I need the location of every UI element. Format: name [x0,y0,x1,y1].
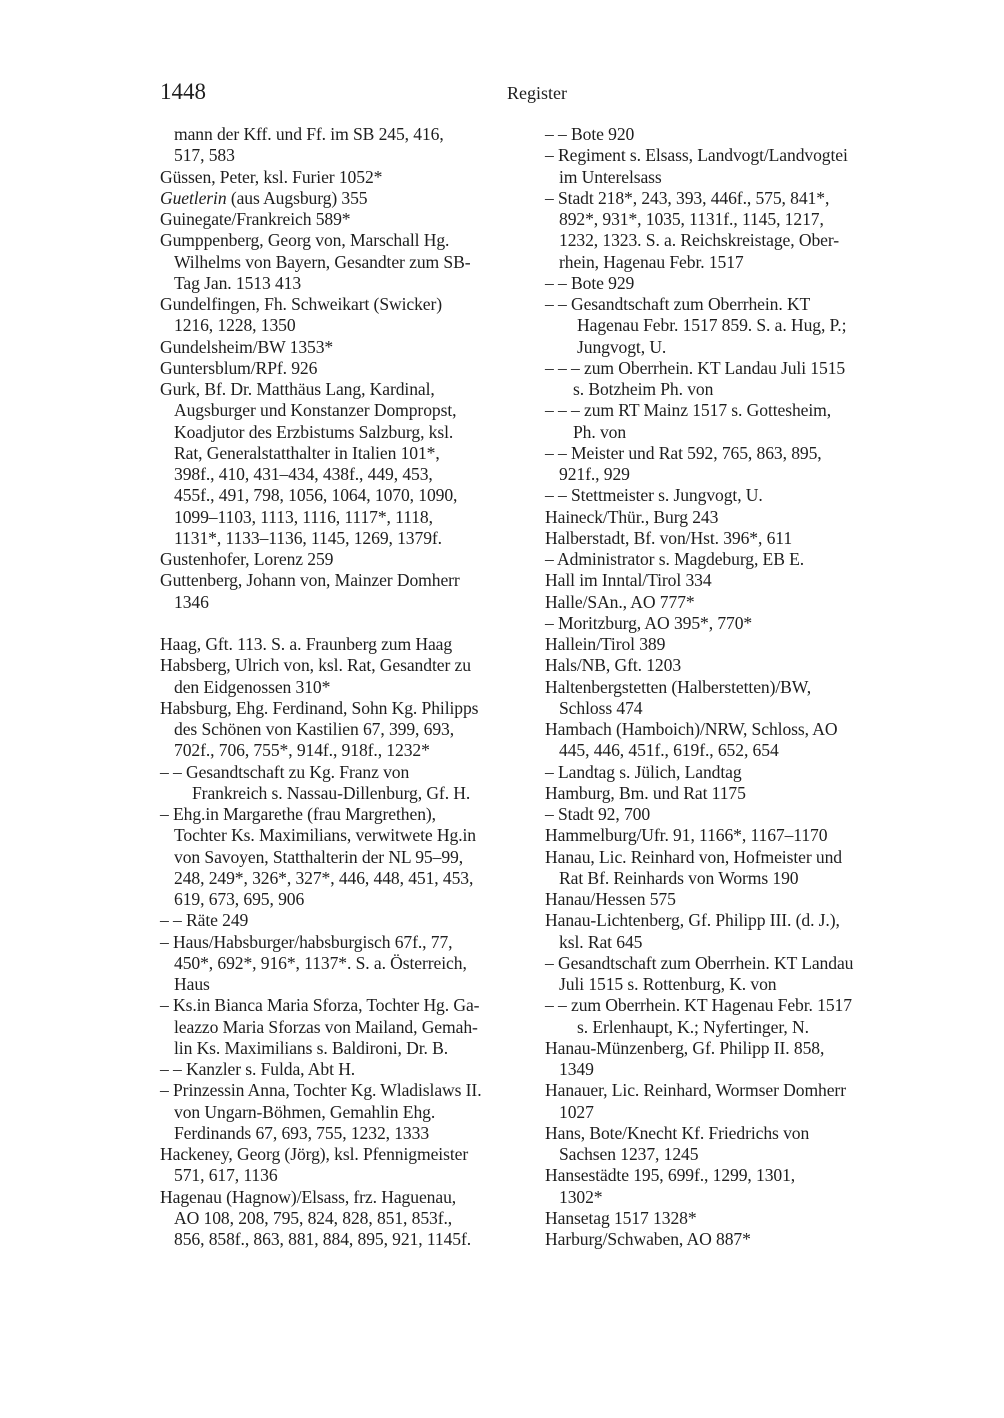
index-entry-line: Augsburger und Konstanzer Dompropst, [174,400,457,421]
index-entry-line: Frankreich s. Nassau-Dillenburg, Gf. H. [192,782,471,803]
index-entry-line: – – Räte 249 [160,910,249,931]
index-entry-line: Ferdinands 67, 693, 755, 1232, 1333 [174,1122,430,1143]
index-entry [545,762,925,783]
index-entry-line: leazzo Maria Sforzas von Mailand, Gemah- [174,1016,478,1037]
index-entry-line: Sachsen 1237, 1245 [559,1144,699,1164]
index-entry [545,507,925,528]
index-entry-line: im Unterelsass [559,166,662,187]
index-entry-line: Juli 1515 s. Rottenburg, K. von [559,974,777,994]
index-entry [160,634,540,655]
index-entry [545,592,925,613]
index-entry [160,549,540,570]
index-entry-line: – Moritzburg, AO 395*, 770* [545,612,753,633]
index-entry-line: – – – zum Oberrhein. KT Landau Juli 1515 [545,357,846,378]
index-entry [160,1059,540,1080]
index-entry-line: – – – zum RT Mainz 1517 s. Gottesheim, [545,400,832,421]
index-entry-line: Tag Jan. 1513 413 [174,272,302,293]
index-entry [160,995,540,1059]
index-entry-line: Gurk, Bf. Dr. Matthäus Lang, Kardinal, [160,379,435,399]
index-entry-line: von Savoyen, Statthalterin der NL 95–99, [174,846,464,867]
index-entry [160,804,540,910]
index-entry-line: Haltenbergstetten (Halberstetten)/BW, [545,676,811,697]
index-entry-line: Hanau/Hessen 575 [545,889,676,909]
index-entry-line: Wilhelms von Bayern, Gesandter zum SB- [174,251,471,272]
index-entry-line: – Ks.in Bianca Maria Sforza, Tochter Hg. Ga- [160,995,480,1016]
index-entry-line: Rat, Generalstatthalter in Italien 101*, [174,442,440,463]
index-entry-line: Guinegate/Frankreich 589* [160,209,351,229]
index-entry [545,783,925,804]
index-entry [545,655,925,676]
index-entry-line: Gundelfingen, Fh. Schweikart (Swicker) [160,294,443,314]
index-entry-line: Jungvogt, U. [577,336,667,357]
index-entry-line: Haus [174,974,210,994]
index-entry-line: – – Kanzler s. Fulda, Abt H. [160,1059,356,1079]
index-entry-line: 892*, 931*, 1035, 1131f., 1145, 1217, [559,209,824,229]
index-entry [545,188,925,273]
index-entry-line: – Landtag s. Jülich, Landtag [545,761,742,782]
index-entry-line: den Eidgenossen 310* [174,676,331,697]
index-entry-line: 517, 583 [174,145,235,166]
italic-term: Guetlerin [160,187,227,208]
index-entry [160,910,540,931]
index-entry-line: – Stadt 218*, 243, 393, 446f., 575, 841*, [545,187,830,208]
index-entry [545,485,925,506]
index-entry-line: 571, 617, 1136 [174,1165,278,1186]
index-entry-line: Hackeney, Georg (Jörg), ksl. Pfennigmeister [160,1144,469,1164]
index-entry [545,124,925,145]
index-entry-line: des Schönen von Kastilien 67, 399, 693, [174,719,455,739]
index-entry-line: Halle/SAn., AO 777* [545,591,695,612]
index-entry [545,634,925,655]
index-entry [545,570,925,591]
index-entry-line: Habsberg, Ulrich von, ksl. Rat, Gesandter zu [160,655,471,676]
index-entry-line: – Haus/Habsburger/habsburgisch 67f., 77, [160,931,453,952]
index-entry-line: – – Gesandtschaft zu Kg. Franz von [160,761,410,782]
index-entry-line: Gustenhofer, Lorenz 259 [160,549,334,569]
index-entry [160,124,540,167]
page-number: 1448 [160,79,206,104]
index-entry-line: 702f., 706, 755*, 914f., 918f., 1232* [174,740,430,761]
index-entry-line: 1346 [174,591,209,612]
index-entry-line: – – Stettmeister s. Jungvogt, U. [545,485,763,506]
index-entry [545,825,925,846]
index-entry-line: 1131*, 1133–1136, 1145, 1269, 1379f. [174,527,442,548]
index-entry-line: Gundelsheim/BW 1353* [160,336,334,357]
index-entry-line: – Prinzessin Anna, Tochter Kg. Wladislaws II. [160,1080,482,1101]
index-entry-line: Hanauer, Lic. Reinhard, Wormser Domherr [545,1080,846,1101]
index-entry-line: ksl. Rat 645 [559,931,643,952]
index-entry [160,379,540,549]
index-entry-line: Halberstadt, Bf. von/Hst. 396*, 611 [545,527,793,548]
index-entry-line: von Ungarn-Böhmen, Gemahlin Ehg. [174,1101,436,1122]
index-entry-line: Ph. von [573,421,627,442]
index-entry-line: 450*, 692*, 916*, 1137*. S. a. Österreich, [174,952,467,973]
index-entry-line: Hamburg, Bm. und Rat 1175 [545,782,746,803]
index-entry [545,677,925,720]
index-entry-line: – – Bote 929 [545,272,635,293]
index-entry-line: Hallein/Tirol 389 [545,634,666,654]
index-entry [545,889,925,910]
index-entry [160,209,540,230]
index-entry [545,910,925,953]
index-entry-line: Hagenau (Hagnow)/Elsass, frz. Haguenau, [160,1186,457,1207]
index-entry [160,1080,540,1144]
index-entry-line: – – zum Oberrhein. KT Hagenau Febr. 1517 [545,995,852,1016]
index-entry [545,400,925,443]
index-entry [160,655,540,698]
index-entry-line: Guetlerin (aus Augsburg) 355 [160,187,368,208]
index-entry-line: 1232, 1323. S. a. Reichskreistage, Ober- [559,230,840,251]
index-entry-line: Hanau-Münzenberg, Gf. Philipp II. 858, [545,1037,825,1058]
index-entry-line: Hambach (Hamboich)/NRW, Schloss, AO [545,719,838,739]
index-entry [545,443,925,486]
index-entry [160,1187,540,1251]
index-entry-line: Hansestädte 195, 699f., 1299, 1301, [545,1165,796,1186]
index-entry [160,932,540,996]
index-entry [160,294,540,337]
letter-section-gap [160,613,540,634]
index-entry-line: 1027 [559,1101,594,1122]
index-entry-line: Hansetag 1517 1328* [545,1207,697,1228]
index-entry-line: 1216, 1228, 1350 [174,315,296,336]
index-entry-line: – Regiment s. Elsass, Landvogt/Landvogtei [545,145,848,166]
index-entry-line: 398f., 410, 431–434, 438f., 449, 453, [174,464,433,484]
index-entry-line: Hanau, Lic. Reinhard von, Hofmeister und [545,846,842,867]
index-entry [545,145,925,188]
index-entry [545,1123,925,1166]
index-entry [160,698,540,762]
index-entry-line: s. Erlenhaupt, K.; Nyfertinger, N. [577,1016,809,1037]
index-entry-line: 455f., 491, 798, 1056, 1064, 1070, 1090, [174,485,458,506]
index-entry-line: rhein, Hagenau Febr. 1517 [559,251,744,272]
index-column-right [545,124,925,1250]
index-entry-line: Hals/NB, Gft. 1203 [545,655,682,676]
index-column-left [160,124,540,1250]
index-entry-line: Hall im Inntal/Tirol 334 [545,570,712,591]
index-entry-line: Gumppenberg, Georg von, Marschall Hg. [160,230,450,251]
index-entry-line: Hanau-Lichtenberg, Gf. Philipp III. (d. J.), [545,910,840,931]
index-entry-line: lin Ks. Maximilians s. Baldironi, Dr. B. [174,1037,449,1058]
index-entry-line: 445, 446, 451f., 619f., 652, 654 [559,740,779,761]
index-entry-line: 1349 [559,1059,594,1079]
index-entry-line: Habsburg, Ehg. Ferdinand, Sohn Kg. Philipps [160,697,479,718]
index-entry-line: Koadjutor des Erzbistums Salzburg, ksl. [174,421,454,442]
index-entry-line: Hans, Bote/Knecht Kf. Friedrichs von [545,1122,810,1143]
index-entry-line: Hammelburg/Ufr. 91, 1166*, 1167–1170 [545,825,828,846]
index-entry [545,528,925,549]
index-entry [160,570,540,613]
index-entry-line: s. Botzheim Ph. von [573,379,714,399]
index-entry-line: 248, 249*, 326*, 327*, 446, 448, 451, 453, [174,867,474,888]
index-entry [160,337,540,358]
index-entry-line: 921f., 929 [559,464,630,484]
index-entry-line: – – Meister und Rat 592, 765, 863, 895, [545,442,822,463]
index-entry [545,719,925,762]
index-entry-line: Guntersblum/RPf. 926 [160,357,318,378]
index-entry-line: – – Bote 920 [545,124,635,144]
index-entry-line: 1302* [559,1186,603,1207]
index-entry-line: – Stadt 92, 700 [545,804,651,824]
index-entry-line: – Gesandtschaft zum Oberrhein. KT Landau [545,952,854,973]
index-entry-line: 1099–1103, 1113, 1116, 1117*, 1118, [174,506,433,527]
index-entry [545,1165,925,1208]
index-entry-line: Haag, Gft. 113. S. a. Fraunberg zum Haag [160,634,453,654]
index-entry-line: Rat Bf. Reinhards von Worms 190 [559,867,799,888]
index-entry-line: Güssen, Peter, ksl. Furier 1052* [160,166,383,187]
index-entry [160,358,540,379]
index-entry [545,1038,925,1081]
index-entry [160,230,540,294]
index-entry-line: – – Gesandtschaft zum Oberrhein. KT [545,294,811,314]
index-entry [160,167,540,188]
index-entry-line: – Ehg.in Margarethe (frau Margrethen), [160,804,436,824]
index-entry [160,762,540,805]
index-entry [545,549,925,570]
index-entry [545,294,925,358]
index-entry-line: 619, 673, 695, 906 [174,889,305,909]
index-entry [545,995,925,1038]
index-entry [545,1208,925,1229]
index-entry [545,804,925,825]
index-entry [545,1080,925,1123]
index-entry-line: Guttenberg, Johann von, Mainzer Domherr [160,570,460,591]
index-entry-line: Tochter Ks. Maximilians, verwitwete Hg.in [174,825,477,846]
index-entry-line: AO 108, 208, 795, 824, 828, 851, 853f., [174,1207,453,1228]
index-entry [160,188,540,209]
index-entry [545,273,925,294]
index-entry [545,358,925,401]
index-entry-line: – Administrator s. Magdeburg, EB E. [545,549,805,569]
index-entry [160,1144,540,1187]
index-entry-line: 856, 858f., 863, 881, 884, 895, 921, 1145f. [174,1229,472,1249]
running-head: Register [507,83,567,103]
index-entry-line: Harburg/Schwaben, AO 887* [545,1229,751,1249]
index-entry [545,613,925,634]
index-entry-line: Haineck/Thür., Burg 243 [545,506,719,527]
index-entry-line: mann der Kff. und Ff. im SB 245, 416, [174,124,444,144]
index-entry [545,847,925,890]
index-entry [545,1229,925,1250]
index-entry [545,953,925,996]
index-entry-line: Schloss 474 [559,697,643,718]
index-entry-line: Hagenau Febr. 1517 859. S. a. Hug, P.; [577,315,847,336]
